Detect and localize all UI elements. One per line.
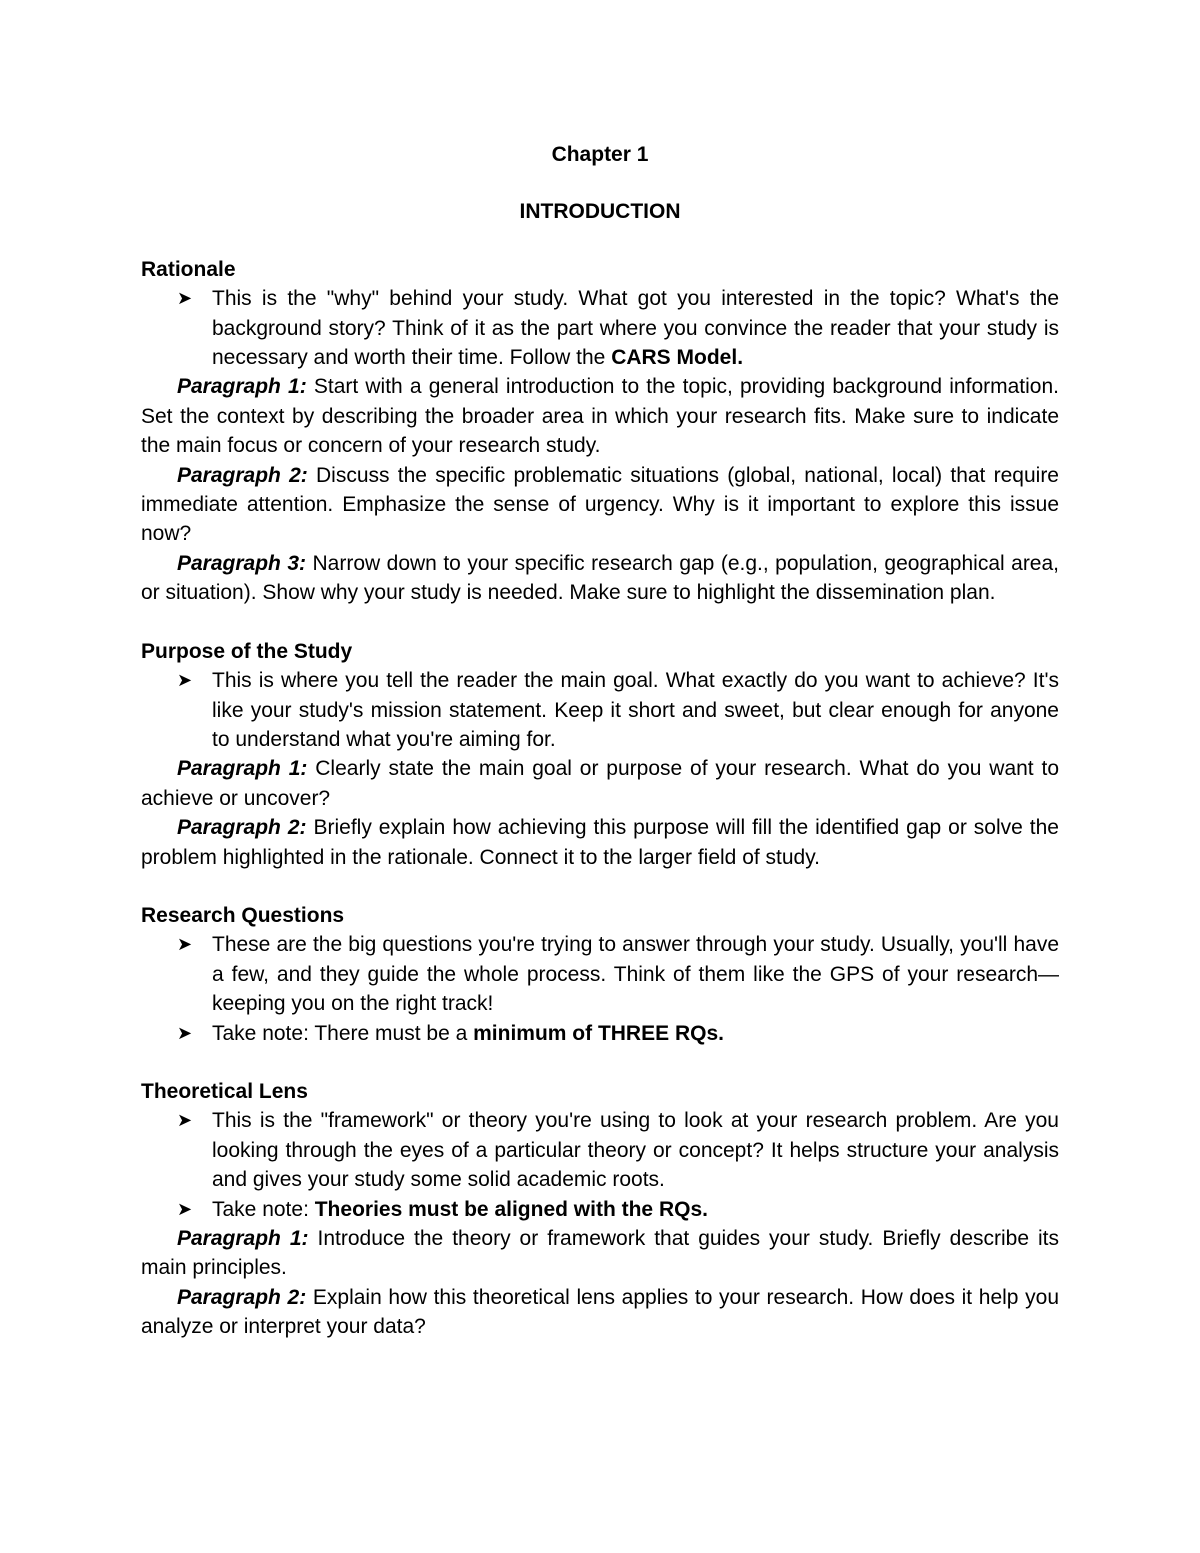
arrowhead-bullet-icon: ➤ [177, 288, 193, 309]
paragraph-text: Start with a general introduction to the topic, providing background information. Set the context by describing the broader area in which your research fits. Make sure to indicate the main focus or concern of your research study. [141, 375, 1059, 458]
paragraph-guide [141, 754, 1059, 813]
section-heading: Purpose of the Study [141, 639, 353, 663]
paragraph-guide [141, 461, 1059, 549]
bullet-bold-text: minimum of THREE RQs. [473, 1021, 724, 1045]
paragraph-label: Paragraph 1: [177, 1227, 309, 1250]
bullet-text: This is the "why" behind your study. What got you interested in the topic? What's the background story? Think of it as the part where you convince the reader that your study is necessary and worth their time. Follow the [212, 287, 1059, 370]
section-heading: Rationale [141, 257, 236, 281]
bullet-text: This is where you tell the reader the main goal. What exactly do you want to achieve? It's like your study's mission statement. Keep it short and sweet, but clear enough for anyone to understand what you're aiming for. [212, 669, 1059, 751]
paragraph-text: Discuss the specific problematic situations (global, national, local) that require immediate attention. Emphasize the sense of urgency. Why is it important to explore this issue now? [141, 463, 1059, 546]
arrowhead-bullet-icon: ➤ [177, 1198, 193, 1219]
bullet-item [141, 1195, 1059, 1224]
paragraph-label: Paragraph 1: [177, 757, 308, 781]
paragraph-guide [141, 1283, 1059, 1342]
paragraph-label: Paragraph 1: [177, 375, 307, 399]
paragraph-text: Briefly explain how achieving this purpose will fill the identified gap or solve the problem highlighted in the rationale. Connect it to the larger field of study. [141, 816, 1059, 869]
paragraph-text: Explain how this theoretical lens applies to your research. How does it help you analyze or interpret your data? [141, 1285, 1060, 1339]
paragraph-label: Paragraph 2: [177, 463, 308, 487]
page-title: INTRODUCTION [519, 200, 681, 224]
paragraph-guide [141, 372, 1059, 460]
section-purpose [141, 637, 1059, 872]
chapter-label: Chapter 1 [551, 143, 649, 166]
bullet-item [141, 666, 1059, 754]
paragraph-label: Paragraph 2: [177, 816, 307, 840]
paragraph-label: Paragraph 3: [177, 551, 307, 575]
arrowhead-bullet-icon: ➤ [177, 670, 193, 691]
paragraph-text: Introduce the theory or framework that guides your study. Briefly describe its main principles. [141, 1227, 1059, 1280]
bullet-item [141, 284, 1059, 372]
bullet-text: These are the big questions you're trying to answer through your study. Usually, you'll have a few, and they guide the whole process. Think of them like the GPS of your research—keeping you on the right track! [212, 933, 1059, 1016]
document-page [141, 140, 1059, 1371]
paragraph-guide [141, 813, 1059, 872]
paragraph-guide [141, 549, 1059, 608]
arrowhead-bullet-icon: ➤ [177, 934, 193, 955]
bullet-item [141, 1019, 1059, 1048]
arrowhead-bullet-icon: ➤ [177, 1110, 193, 1131]
paragraph-text: Clearly state the main goal or purpose of your research. What do you want to achieve or uncover? [141, 757, 1059, 810]
bullet-bold-text: CARS Model. [611, 346, 744, 370]
paragraph-text: Narrow down to your specific research gap (e.g., population, geographical area, or situation). Show why your study is needed. Make sure to highlight the dissemination plan. [141, 551, 1059, 605]
section-heading: Theoretical Lens [141, 1079, 308, 1103]
paragraph-label: Paragraph 2: [177, 1285, 307, 1309]
section-heading: Research Questions [141, 903, 345, 927]
paragraph-guide [141, 1224, 1059, 1283]
arrowhead-bullet-icon: ➤ [177, 1022, 193, 1043]
bullet-text: Take note: There must be a [212, 1021, 474, 1045]
section-rationale [141, 255, 1059, 608]
bullet-item [141, 1106, 1059, 1194]
bullet-text: This is the "framework" or theory you're using to look at your research problem. Are you looking through the eyes of a particular theory or concept? It helps structure your analysis and gives your study some solid academic roots. [212, 1109, 1059, 1192]
bullet-text: Take note: [212, 1197, 315, 1221]
bullet-item [141, 930, 1059, 1018]
section-theoretical-lens [141, 1077, 1059, 1342]
bullet-bold-text: Theories must be aligned with the RQs. [314, 1197, 708, 1221]
section-research-questions [141, 901, 1059, 1048]
